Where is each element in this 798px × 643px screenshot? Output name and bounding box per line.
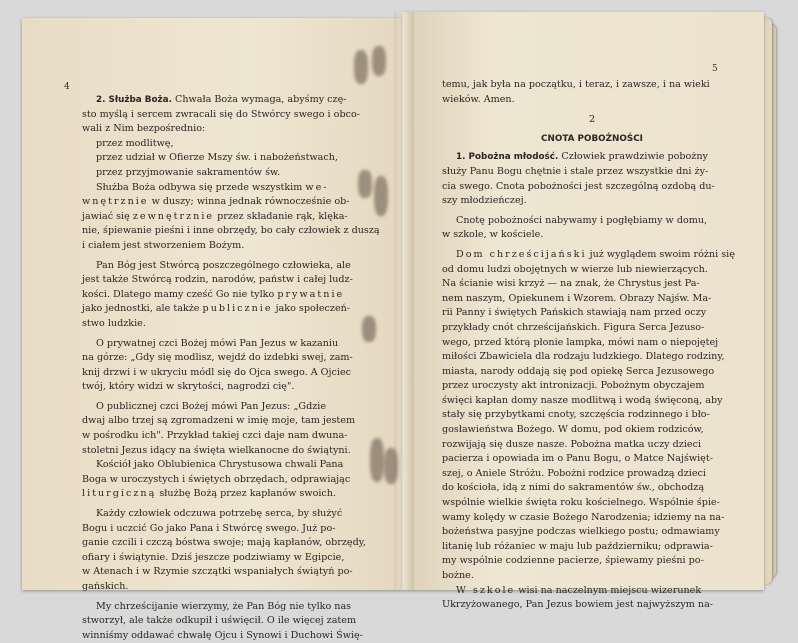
list-item: przez modlitwę, bbox=[96, 137, 174, 149]
text-line: temu, jak była na początku, i teraz, i zawsze, i na wieki bbox=[442, 79, 710, 90]
text-line: na górze: „Gdy się modlisz, wejdź do izdebki swej, zam- bbox=[82, 352, 353, 364]
text-line: ofiary i świątynie. Dziś jeszcze podziwiamy w Egipcie, bbox=[82, 551, 345, 563]
list-item: przez przyjmowanie sakramentów św. bbox=[96, 166, 281, 178]
text-line: cia swego. Cnota pobożności jest szczególną ozdobą du- bbox=[442, 180, 715, 192]
page-edges bbox=[764, 18, 772, 584]
open-book bbox=[22, 8, 776, 641]
text-line: święci kapłan domy nasze modlitwą i wodą święconą, aby bbox=[442, 394, 723, 406]
text-line: służy Panu Bogu chętnie i stale przez wszystkie dni ży- bbox=[442, 165, 709, 177]
paragraph: O publicznej czci Bożej mówi Pan Jezus: „Gdzie bbox=[96, 400, 327, 412]
text-line: sto myślą i sercem zwracali się do Stwórcy swego i obco- bbox=[82, 108, 360, 120]
page-number: 4 bbox=[64, 82, 70, 92]
text-line: w szkole, w kościele. bbox=[442, 229, 544, 241]
paragraph: 2. Służba Boża. Chwała Boża wymaga, abyśmy czę- bbox=[96, 94, 347, 105]
text-line: wego, przed którą płonie lampka, mówi nam o niepojętej bbox=[442, 336, 719, 348]
binding-stain bbox=[358, 170, 372, 198]
paragraph: Kościół jako Oblubienica Chrystusowa chwali Pana bbox=[96, 459, 344, 471]
list-item: przez udział w Ofierze Mszy św. i nabożeństwach, bbox=[96, 152, 338, 164]
binding-stain bbox=[362, 316, 376, 342]
text-line: liturgiczną służbę Bożą przez kapłanów swoich. bbox=[82, 488, 337, 500]
text-line: gosławieństwa Bożego. W domu, pod okiem rodziców, bbox=[442, 424, 704, 436]
text-line: Boga w uroczystych i świętych obrzędach, odprawiając bbox=[82, 473, 351, 485]
text-line: Bogu i uczcić Go jako Pana i Stwórcę swego. Już po- bbox=[82, 522, 336, 534]
paragraph: My chrześcijanie wierzymy, że Pan Bóg nie tylko nas bbox=[96, 600, 352, 612]
paragraph: 1. Pobożna młodość. Człowiek prawdziwie pobożny bbox=[456, 151, 708, 163]
text-line: pacierza i opowiada im o Panu Bogu, o Matce Najświęt- bbox=[442, 453, 713, 465]
left-page-text bbox=[82, 93, 382, 643]
text-line: jako jednostki, ale także publicznie jako społeczeń- bbox=[82, 303, 351, 315]
text-line: stwo ludzkie. bbox=[82, 317, 146, 329]
text-line: ganie czcili i czczą bóstwa swoje; mają kapłanów, obrzędy, bbox=[82, 537, 366, 549]
text-line: szy młodzieńczej. bbox=[442, 195, 527, 207]
text-line: wamy kolędy w czasie Bożego Narodzenia; idziemy na na- bbox=[442, 511, 725, 523]
text-line: twój, który widzi w skrytości, nagrodzi cię". bbox=[82, 381, 295, 393]
text-line: wieków. Amen. bbox=[442, 93, 515, 105]
text-line: rozwijają się dusze nasze. Pobożna matka uczy dzieci bbox=[442, 438, 702, 450]
book-gutter bbox=[394, 12, 414, 590]
text-line: miłości Zbawiciela dla rodzaju ludzkiego. Dlatego rodziny, bbox=[442, 351, 725, 363]
text-line: miasta, narody oddają się pod opiekę Serca Jezusowego bbox=[442, 365, 715, 377]
text-line: w Atenach i w Rzymie szczątki wspaniałych świątyń po- bbox=[82, 566, 353, 578]
left-page bbox=[22, 18, 402, 641]
paragraph: Każdy człowiek odczuwa potrzebę serca, by służyć bbox=[96, 508, 343, 520]
section-heading: 2. Służba Boża. bbox=[96, 95, 172, 105]
paragraph: O prywatnej czci Bożej mówi Pan Jezus w kazaniu bbox=[96, 337, 339, 349]
text-line: od domu ludzi obojętnych w wierze lub niewierzących. bbox=[442, 263, 708, 275]
paragraph: Dom chrześcijański już wyglądem swoim różni się bbox=[456, 248, 735, 260]
binding-stain bbox=[354, 50, 368, 84]
binding-stain bbox=[370, 438, 384, 482]
text-line: kości. Dlatego mamy cześć Go nie tylko prywatnie bbox=[82, 288, 345, 300]
text-line: knij drzwi i w ukryciu módl się do Ojca swego. A Ojciec bbox=[82, 366, 352, 378]
text-line: rii Panny i świętych Pańskich stawiają nam przed oczy bbox=[442, 307, 707, 319]
right-page bbox=[402, 12, 764, 611]
paragraph: Służba Boża odbywa się przede wszystkim we- bbox=[96, 181, 329, 193]
binding-stain bbox=[372, 46, 386, 76]
paragraph: Cnotę pobożności nabywamy i pogłębiamy w domu, bbox=[456, 214, 708, 226]
chapter-number: 2 bbox=[588, 114, 596, 126]
text-line: stoletni Jezus idący na święta wielkanocne do świątyni. bbox=[82, 444, 351, 456]
text-line: przez uroczysty akt intronizacji. Pobożnym obyczajem bbox=[442, 380, 705, 392]
text-line: wnętrznie w duszy; winna jednak równocześnie ob- bbox=[82, 196, 350, 208]
text-line: nie, śpiewanie pieśni i inne obrzędy, bo cały człowiek z duszą bbox=[82, 225, 380, 237]
paragraph: Pan Bóg jest Stwórcą poszczególnego człowieka, ale bbox=[96, 259, 351, 271]
right-page-text bbox=[442, 78, 742, 613]
text-line: i ciałem jest stworzeniem Bożym. bbox=[82, 239, 245, 251]
text-line: Na ścianie wisi krzyż — na znak, że Chrystus jest Pa- bbox=[442, 278, 700, 290]
text-line: bożne. bbox=[442, 570, 474, 581]
text-line: przykłady cnót chrześcijańskich. Figura Serca Jezuso- bbox=[442, 321, 705, 333]
section-heading: 1. Pobożna młodość. bbox=[456, 152, 559, 163]
text-line: w pośrodku ich". Przykład takiej czci daje nam dwuna- bbox=[82, 430, 348, 442]
binding-stain bbox=[384, 448, 398, 484]
text-line: wali z Nim bezpośrednio: bbox=[82, 123, 206, 135]
text-line: winniśmy oddawać chwałę Ojcu i Synowi i Duchowi Świę- bbox=[82, 629, 363, 641]
text-line: bożeństwa pasyjne podczas wielkiego postu; odmawiamy bbox=[442, 526, 720, 538]
text-line: wspólnie wielkie święta roku kościelnego. Wspólnie śpie- bbox=[442, 497, 720, 509]
text-line: my wspólnie codzienne pacierze, śpiewamy pieśni po- bbox=[442, 555, 704, 567]
text-line: litanię lub różaniec w maju lub październiku; odprawia- bbox=[442, 540, 713, 552]
text-line: nem naszym, Opiekunem i Wzorem. Obrazy Najśw. Ma- bbox=[442, 292, 712, 304]
text-line: dwaj albo trzej są zgromadzeni w imię moje, tam jestem bbox=[82, 415, 356, 427]
text-line: jest także Stwórcą rodzin, narodów, państw i całej ludz- bbox=[82, 274, 353, 286]
chapter-title: CNOTA POBOŻNOŚCI bbox=[541, 133, 643, 144]
text-line: stworzył, ale także odkupił i uświęcił. O ile więcej zatem bbox=[82, 615, 357, 627]
text-line: Ukrzyżowanego, Pan Jezus bowiem jest najwyższym na- bbox=[442, 599, 714, 611]
text-line: gańskich. bbox=[82, 581, 129, 592]
binding-stain bbox=[374, 176, 388, 216]
text-line: do kościoła, idą z nimi do sakramentów św., obchodzą bbox=[442, 482, 705, 494]
page-number: 5 bbox=[712, 64, 718, 74]
paragraph: W szkole wisi na naczelnym miejscu wizerunek bbox=[456, 584, 702, 596]
text-line: jawiać się zewnętrznie przez składanie rąk, klęka- bbox=[82, 210, 348, 222]
text-line: szej, o Aniele Stróżu. Pobożni rodzice prowadzą dzieci bbox=[442, 467, 706, 479]
text-line: stały się przybytkami cnoty, szczęścia rodzinnego i bło- bbox=[442, 409, 710, 421]
